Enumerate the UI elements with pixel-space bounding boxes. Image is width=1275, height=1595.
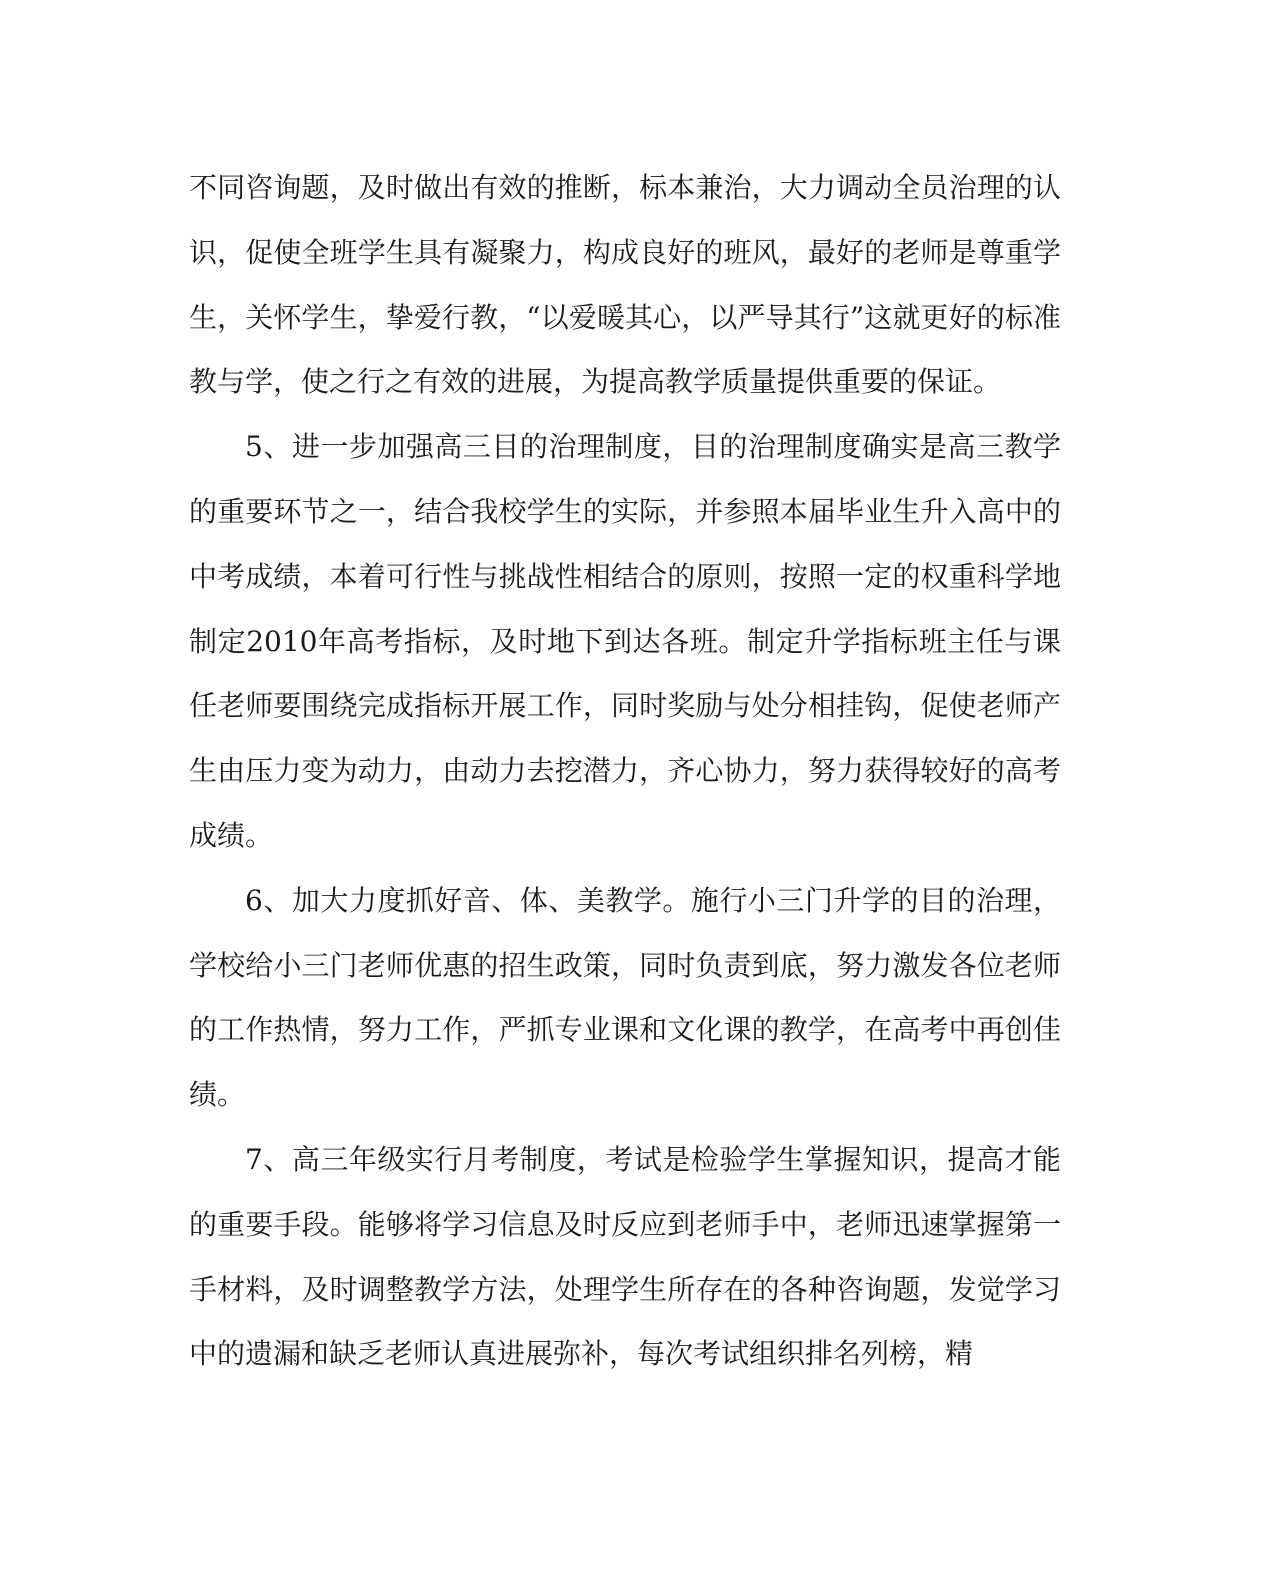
paragraph-item-7: 7、高三年级实行月考制度，考试是检验学生掌握知识，提高才能的重要手段。能够将学习信息及时反应到老师手中，老师迅速掌握第一手材料，及时调整教学方法，处理学生所存在的各种咨询题，发觉学习中的遗漏和缺乏老师认真进展弥补，每次考试组织排名列榜，精 — [189, 1142, 1061, 1371]
paragraph-item-5: 5、进一步加强高三目的治理制度，目的治理制度确实是高三教学的重要环节之一，结合我校学生的实际，并参照本届毕业生升入高中的中考成绩，本着可行性与挑战性相结合的原则，按照一定的权重科学地制定2010年高考指标，及时地下到达各班。制定升学指标班主任与课任老师要围绕完成指标开展工作，同时奖励与处分相挂钩，促使老师产生由压力变为动力，由动力去挖潜力，齐心协力，努力获得较好的高考成绩。 — [189, 430, 1061, 852]
paragraph-continuation: 不同咨询题，及时做出有效的推断，标本兼治，大力调动全员治理的认识，促使全班学生具有凝聚力，构成良好的班风，最好的老师是尊重学生，关怀学生，挚爱行教，“以爱暖其心，以严导其行”这就更好的标准教与学，使之行之有效的进展，为提高教学质量提供重要的保证。 — [189, 171, 1061, 399]
paragraph-item-6: 6、加大力度抓好音、体、美教学。施行小三门升学的目的治理，学校给小三门老师优惠的招生政策，同时负责到底，努力激发各位老师的工作热情，努力工作，严抓专业课和文化课的教学，在高考中再创佳绩。 — [189, 883, 1061, 1112]
document-page — [189, 156, 1061, 1387]
